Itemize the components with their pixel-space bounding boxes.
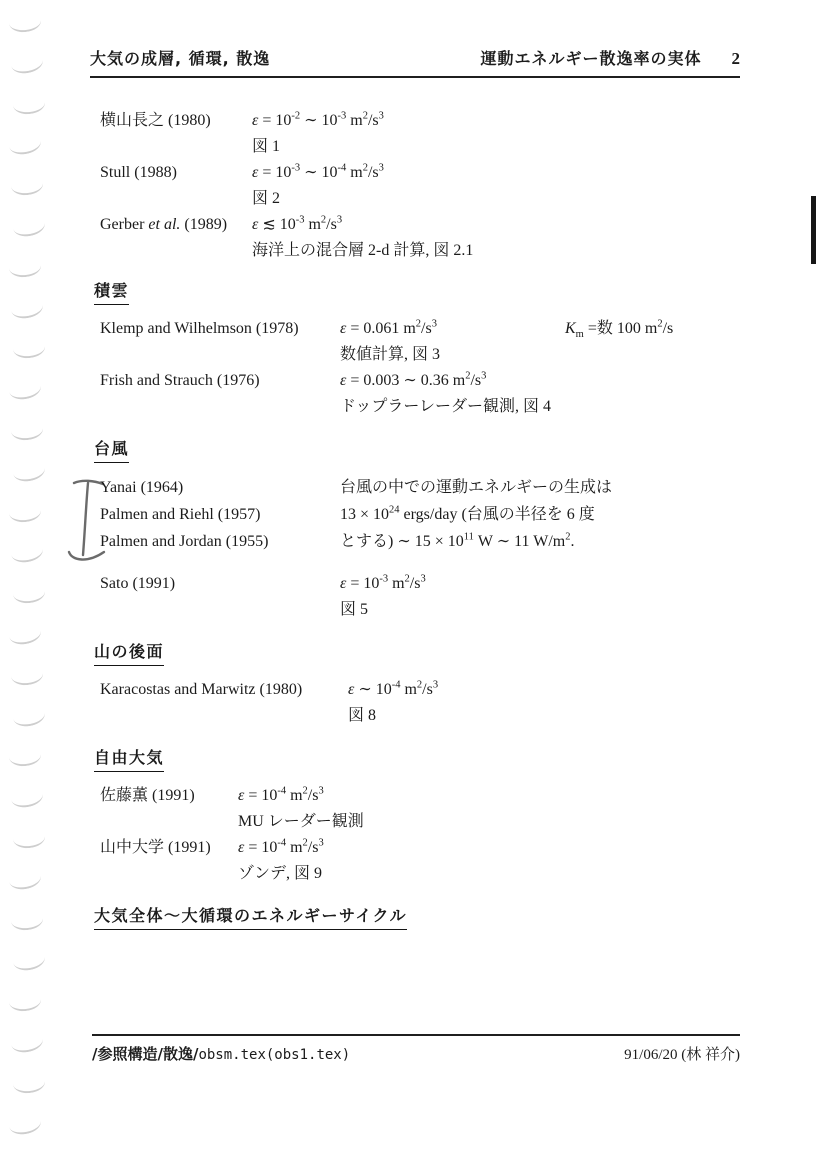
citation-label-column <box>100 571 340 623</box>
citation-label: 佐藤薫 (1991) <box>100 787 195 804</box>
entry-line: ε = 0.061 $m^2/s^3$ $K_m$ =数 100 $m^2/s$ <box>340 316 740 342</box>
citation-item <box>100 368 740 420</box>
footer-file-path <box>92 1043 350 1064</box>
entry-line: MU レーダー観測 <box>238 813 364 830</box>
section-heading-text: 台風 <box>94 436 129 463</box>
citation-label-column <box>100 368 340 420</box>
citation-item <box>100 835 740 887</box>
side-note: $K_m$ =数 100 $m^2/s$ <box>565 318 674 341</box>
citation-label-column <box>100 677 348 729</box>
citation-label: Karacostas and Marwitz (1980) <box>100 681 303 698</box>
citation-label: Yanai (1964) <box>100 479 184 496</box>
entry-line: ε = 0.003 ∼ 0.36 $m^2/s^3$ <box>340 370 487 389</box>
binder-ring-mark <box>11 948 46 974</box>
entry-line: $\varepsilon = 10^{-3}$ $m^2/s^3$ <box>340 573 426 592</box>
citation-label-column <box>100 316 340 368</box>
entry-line: $13 \times 10^{24}$ ergs/day (台風の半径を 6 度 <box>340 504 595 523</box>
entry-lines <box>340 571 740 623</box>
section-heading-text: 大気全体〜大循環のエネルギーサイクル <box>94 903 407 930</box>
section-heading <box>94 903 740 927</box>
entry-lines <box>252 212 740 264</box>
entry-line: $\varepsilon = 10^{-3}$ ∼ $10^{-4}$ $m^2/s^3$ <box>252 162 384 181</box>
page-header <box>90 0 740 78</box>
entry-lines <box>340 368 740 420</box>
binder-ring-mark <box>7 1111 42 1137</box>
section-heading-text: 自由大気 <box>94 745 164 772</box>
binder-ring-mark <box>12 1071 46 1094</box>
section-heading <box>94 436 740 460</box>
citation-label: Sato (1991) <box>100 575 176 592</box>
sections <box>0 78 816 927</box>
entry-line: とする) ∼ $15 \times 10^{11}$ W ∼ 11 $W/m^2$. <box>340 531 575 550</box>
entry-line: 数値計算, 図 3 <box>340 346 441 363</box>
entry-line: 図 5 <box>340 601 369 618</box>
page-footer <box>92 1034 740 1064</box>
entry-lines <box>340 474 740 555</box>
header-right <box>480 46 740 69</box>
binder-ring-mark <box>8 990 42 1013</box>
entry-line: ドップラーレーダー観測, 図 4 <box>340 398 552 415</box>
citation-label-column <box>100 108 252 160</box>
header-left-title: 大気の成層, 循環, 散逸 <box>90 49 271 68</box>
citation-label-column <box>100 212 252 264</box>
citation-item <box>100 160 740 212</box>
section-heading-text: 山の後面 <box>94 639 164 666</box>
citation-label: Palmen and Riehl (1957) <box>100 506 261 523</box>
citation-label-column <box>100 783 238 835</box>
footer-path-jp: /参照構造/散逸/ <box>92 1045 199 1063</box>
citation-label: 山中大学 (1991) <box>100 839 211 856</box>
footer-file-name: obsm.tex(obs1.tex) <box>198 1047 351 1063</box>
entry-line: ε ∼ $10^{-4}$ $m^2/s^3$ <box>348 679 439 698</box>
entry-lines <box>348 677 740 729</box>
entry-line: 海洋上の混合層 2-d 計算, 図 2.1 <box>252 242 474 259</box>
footer-date-author: 91/06/20 (林 祥介) <box>624 1047 740 1063</box>
entry-line: ゾンデ, 図 9 <box>238 865 323 882</box>
entry-lines <box>340 316 740 368</box>
header-right-title: 運動エネルギー散逸率の実体 <box>480 49 702 68</box>
citation-label-column <box>100 160 252 212</box>
entry-lines <box>252 108 740 160</box>
section-heading <box>94 745 740 769</box>
binder-ring-mark <box>9 1029 44 1055</box>
citation-label: Palmen and Jordan (1955) <box>100 533 269 550</box>
citation-item <box>100 212 740 264</box>
citation-item <box>100 677 740 729</box>
citation-label: 横山長之 (1980) <box>100 112 211 129</box>
section-heading-text: 積雲 <box>94 278 129 305</box>
citation-group <box>100 474 740 555</box>
entry-line: $\varepsilon = 10^{-4}$ $m^2/s^3$ <box>238 837 324 856</box>
citation-item <box>100 108 740 160</box>
entry-line: 図 8 <box>348 707 377 724</box>
binder-ring-mark <box>9 50 44 76</box>
citation-label-column <box>100 835 238 887</box>
entry-line: ε ≲ $10^{-3}$ $m^2/s^3$ <box>252 214 343 233</box>
citation-label: Gerber et al. (1989) <box>100 216 228 233</box>
citation-item <box>100 571 740 623</box>
page-number: 2 <box>731 49 740 68</box>
entry-line: 図 1 <box>252 138 281 155</box>
citation-label-column <box>100 474 340 555</box>
entry-lines <box>238 783 740 835</box>
citation-item <box>100 316 740 368</box>
citation-label: Frish and Strauch (1976) <box>100 372 260 389</box>
citation-item <box>100 783 740 835</box>
binder-ring-mark <box>8 10 42 33</box>
section-heading <box>94 639 740 663</box>
entry-line: 図 2 <box>252 190 281 207</box>
citation-label: Klemp and Wilhelmson (1978) <box>100 320 299 337</box>
section-heading <box>94 278 740 302</box>
entry-line: $\varepsilon = 10^{-4}$ $m^2/s^3$ <box>238 785 324 804</box>
scan-artifact-streak <box>811 196 816 264</box>
entry-lines <box>238 835 740 887</box>
entry-line: $\varepsilon = 10^{-2}$ ∼ $10^{-3}$ $m^2/s^3$ <box>252 110 384 129</box>
entry-lines <box>252 160 740 212</box>
entry-line: 台風の中での運動エネルギーの生成は <box>340 479 613 496</box>
citation-label: Stull (1988) <box>100 164 177 181</box>
